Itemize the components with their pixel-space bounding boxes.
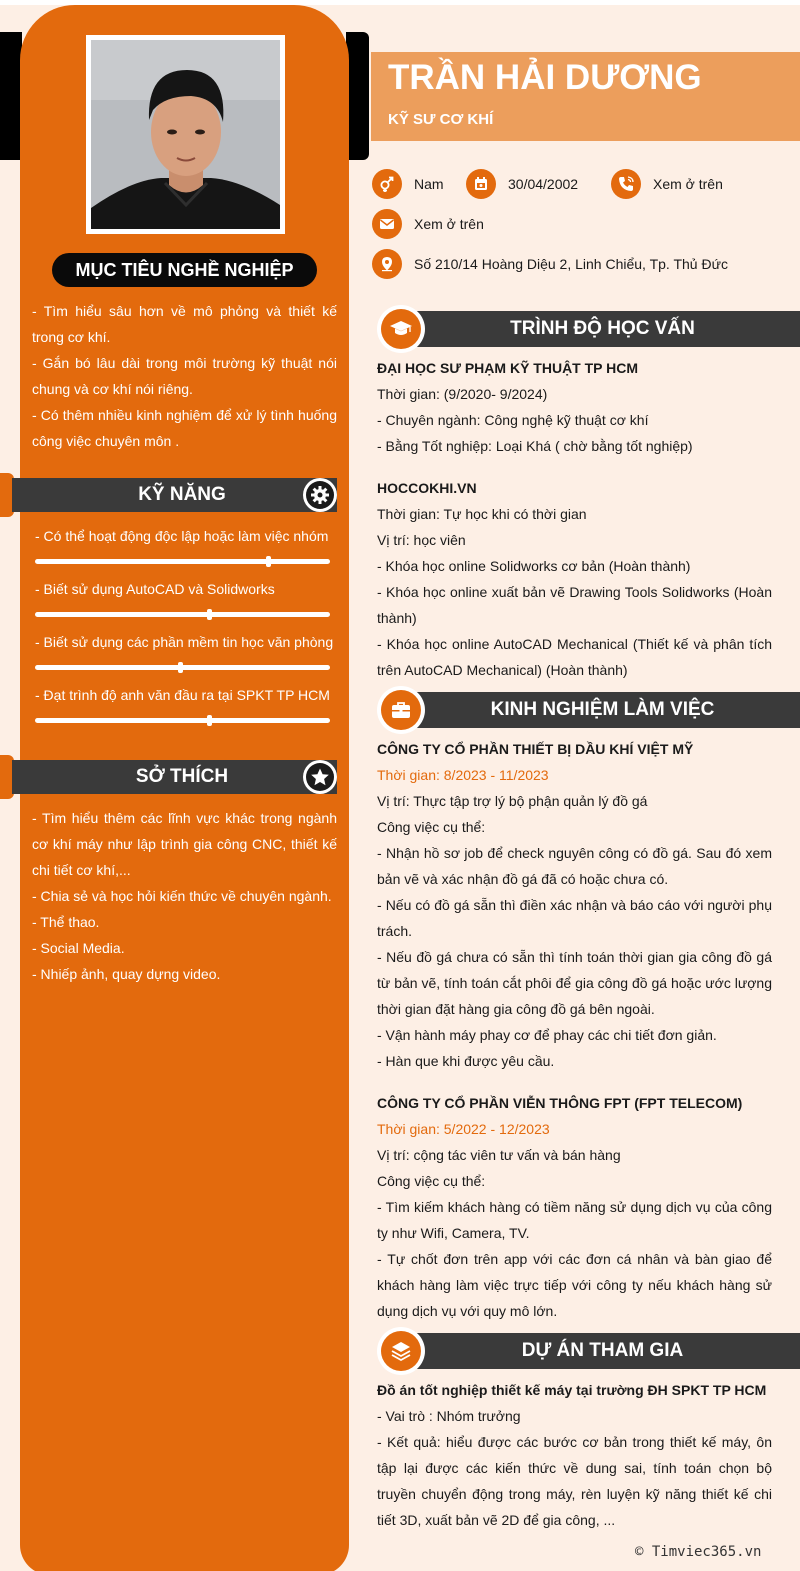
skills-title: KỸ NĂNG <box>138 484 226 505</box>
education-content <box>377 355 772 683</box>
hobby-line: - Chia sẻ và học hỏi kiến thức về chuyên ngành. <box>32 888 332 904</box>
gear-icon <box>303 478 337 512</box>
experience-line: - Nhận hồ sơ job để check nguyên công có đồ gá. Sau đó xem bản vẽ và xác nhận đồ gá đã có hoặc chưa có. <box>377 845 772 887</box>
projects-content <box>377 1377 772 1533</box>
candidate-title: KỸ SƯ CƠ KHÍ <box>388 111 494 128</box>
education-line: - Khóa học online AutoCAD Mechanical (Thiết kế và phân tích trên AutoCAD Mechanical) (Hoàn thành) <box>377 636 772 678</box>
hobbies-header <box>12 760 337 794</box>
gender-value: Nam <box>414 176 444 192</box>
skill-level-knob <box>178 662 183 673</box>
profile-photo <box>86 35 285 234</box>
skill-label: - Biết sử dụng các phần mềm tin học văn phòng <box>35 634 334 650</box>
hobby-line: - Thể thao. <box>32 914 100 930</box>
email-value: Xem ở trên <box>414 216 484 232</box>
skill-bar <box>35 559 330 564</box>
skill-item <box>35 631 334 670</box>
school-name: HOCCOKHI.VN <box>377 480 477 496</box>
star-icon <box>303 760 337 794</box>
phone-value: Xem ở trên <box>653 176 723 192</box>
education-line: - Chuyên ngành: Công nghệ kỹ thuật cơ khí <box>377 412 649 428</box>
school-name: ĐẠI HỌC SƯ PHẠM KỸ THUẬT TP HCM <box>377 360 639 376</box>
objective-title: MỤC TIÊU NGHỀ NGHIỆP <box>52 253 317 287</box>
skill-label: - Đạt trình độ anh văn đầu ra tại SPKT TP HCM <box>35 687 330 703</box>
skill-level-knob <box>207 609 212 620</box>
skill-bar <box>35 665 330 670</box>
objective-line: - Gắn bó lâu dài trong môi trường kỹ thuật nói chung và cơ khí nói riêng. <box>32 355 337 397</box>
experience-line: - Nếu đồ gá chưa có sẵn thì tính toán thời gian gia công đồ gá từ bản vẽ, tính toán cắt phôi để gia công đồ gá hoặc ước lượng thời gian đặt hàng gia công đồ gá bên ngoài. <box>377 949 772 1017</box>
company-name: CÔNG TY CỔ PHẦN VIỄN THÔNG FPT (FPT TELECOM) <box>377 1095 743 1111</box>
experience-line: - Tìm kiếm khách hàng có tiềm năng sử dụng dịch vụ của công ty như Wifi, Camera, TV. <box>377 1199 772 1241</box>
hobby-line: - Tìm hiểu thêm các lĩnh vực khác trong ngành cơ khí máy như lập trình gia công CNC, thiết kế chi tiết cơ khí,... <box>32 810 337 878</box>
job-period: Thời gian: 5/2022 - 12/2023 <box>377 1121 550 1137</box>
graduation-cap-icon <box>377 305 425 353</box>
birthday-value: 30/04/2002 <box>508 176 579 192</box>
skill-item <box>35 684 330 723</box>
education-line: Vị trí: học viên <box>377 532 466 548</box>
experience-line: Vị trí: Thực tập trợ lý bộ phận quản lý đồ gá <box>377 793 648 809</box>
email-icon <box>372 209 402 239</box>
contact-email <box>372 209 484 239</box>
calendar-icon <box>466 169 496 199</box>
experience-line: Công việc cụ thể: <box>377 819 486 835</box>
job-period: Thời gian: 8/2023 - 11/2023 <box>377 767 549 783</box>
company-name: CÔNG TY CỔ PHẦN THIẾT BỊ DẦU KHÍ VIỆT MỸ <box>377 741 694 757</box>
objective-text <box>32 298 337 454</box>
hobbies-title: SỞ THÍCH <box>135 766 229 787</box>
phone-icon <box>611 169 641 199</box>
location-icon <box>372 249 402 279</box>
education-header <box>405 311 800 347</box>
contact-gender <box>372 169 444 199</box>
education-line: - Khóa học online Solidworks cơ bản (Hoàn thành) <box>377 558 691 574</box>
briefcase-icon <box>377 686 425 734</box>
skill-bar <box>35 718 330 723</box>
hobby-line: - Social Media. <box>32 940 125 956</box>
education-title: TRÌNH ĐỘ HỌC VẤN <box>510 318 695 339</box>
project-line: - Vai trò : Nhóm trưởng <box>377 1408 521 1424</box>
contact-address <box>372 249 728 279</box>
skill-item <box>35 525 330 564</box>
decor-tab-right <box>346 32 369 160</box>
project-name: Đồ án tốt nghiệp thiết kế máy tại trường ĐH SPKT TP HCM <box>377 1382 767 1398</box>
objective-line: - Tìm hiểu sâu hơn về mô phỏng và thiết kế trong cơ khí. <box>32 303 337 345</box>
projects-header <box>405 1333 800 1369</box>
hobby-line: - Nhiếp ảnh, quay dựng video. <box>32 966 221 982</box>
skill-item <box>35 578 330 617</box>
education-line: Thời gian: (9/2020- 9/2024) <box>377 386 548 402</box>
skill-label: - Có thể hoạt động độc lập hoặc làm việc nhóm <box>35 528 329 544</box>
address-value: Số 210/14 Hoàng Diệu 2, Linh Chiểu, Tp. Thủ Đức <box>414 256 728 272</box>
hobbies-text <box>32 805 337 987</box>
decor-tab-left <box>0 32 22 160</box>
skill-bar <box>35 612 330 617</box>
skill-level-knob <box>207 715 212 726</box>
experience-line: - Hàn que khi được yêu cầu. <box>377 1053 555 1069</box>
project-line: - Kết quả: hiểu được các bước cơ bản trong thiết kế máy, ôn tập lại được các kiến thức về dung sai, tính toán chọn bộ truyền chuyển động trong máy, rèn luyện kỹ năng thiết kế chi tiết 3D, xuất bản vẽ 2D để gia công, ... <box>377 1434 772 1528</box>
experience-line: - Nếu có đồ gá sẵn thì điền xác nhận và báo cáo với người phụ trách. <box>377 897 772 939</box>
candidate-name: TRẦN HẢI DƯƠNG <box>388 58 702 97</box>
experience-content <box>377 736 772 1324</box>
gender-icon <box>372 169 402 199</box>
projects-title: DỰ ÁN THAM GIA <box>521 1340 684 1361</box>
skills-header <box>12 478 337 512</box>
experience-line: - Vận hành máy phay cơ để phay các chi tiết đơn giản. <box>377 1027 717 1043</box>
experience-line: Vị trí: cộng tác viên tư vấn và bán hàng <box>377 1147 621 1163</box>
layers-icon <box>377 1327 425 1375</box>
education-line: Thời gian: Tự học khi có thời gian <box>377 506 587 522</box>
experience-line: - Tự chốt đơn trên app với các đơn cá nhân và bàn giao để khách hàng làm việc trực tiếp với công ty nếu khách hàng sử dụng dịch vụ với quy mô lớn. <box>377 1251 772 1319</box>
skill-label: - Biết sử dụng AutoCAD và Solidworks <box>35 581 275 597</box>
experience-header <box>405 692 800 728</box>
contact-phone <box>611 169 723 199</box>
education-line: - Khóa học online xuất bản vẽ Drawing Tools Solidworks (Hoàn thành) <box>377 584 772 626</box>
avatar <box>91 40 280 229</box>
watermark: © Timviec365.vn <box>635 1544 762 1560</box>
contact-birthday <box>466 169 578 199</box>
skill-level-knob <box>266 556 271 567</box>
objective-line: - Có thêm nhiều kinh nghiệm để xử lý tình huống công việc chuyên môn . <box>32 407 337 449</box>
experience-title: KINH NGHIỆM LÀM VIỆC <box>490 699 715 720</box>
experience-line: Công việc cụ thể: <box>377 1173 486 1189</box>
education-line: - Bằng Tốt nghiệp: Loại Khá ( chờ bằng tốt nghiệp) <box>377 438 693 454</box>
